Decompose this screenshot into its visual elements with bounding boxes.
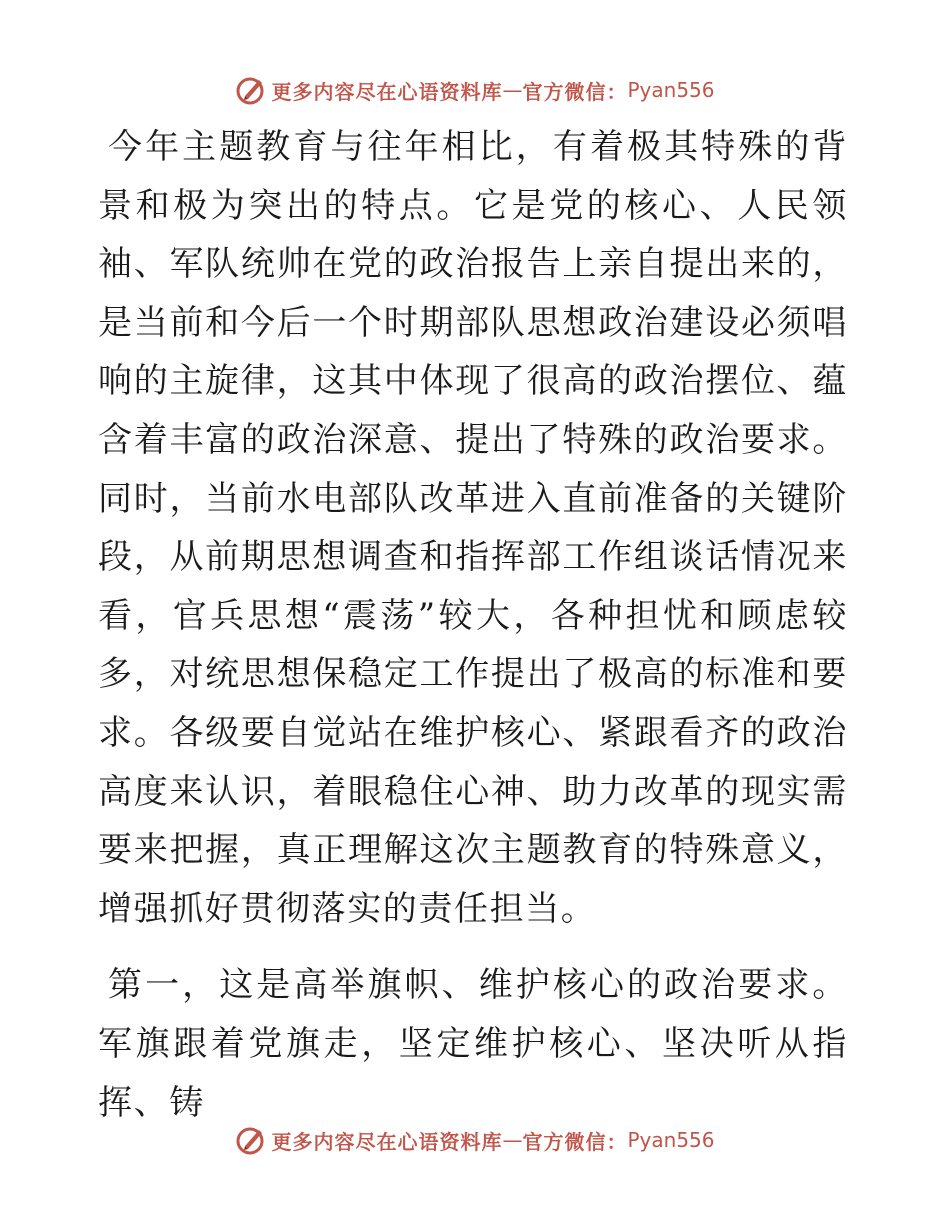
watermark-label: 官方微信：	[522, 79, 628, 104]
watermark-prefix: 更多内容尽在心语资料库	[271, 1129, 503, 1154]
watermark-wechat-id: Pyan556	[627, 1128, 715, 1152]
watermark-wechat-id: Pyan556	[627, 78, 715, 102]
watermark-prefix: 更多内容尽在心语资料库	[271, 79, 503, 104]
header-watermark	[0, 70, 950, 110]
footer-watermark	[0, 1120, 950, 1160]
watermark-separator: —	[502, 78, 523, 102]
quill-pen-logo-icon	[235, 74, 267, 106]
paragraph-1: 今年主题教育与往年相比，有着极其特殊的背景和极为突出的特点。它是党的核心、人民领袖、军队统帅在党的政治报告上亲自提出来的，是当前和今后一个时期部队思想政治建设必须唱响的主旋律，这其中体现了很高的政治摆位、蕴含着丰富的政治深意、提出了特殊的政治要求。同时，当前水电部队改革进入直前准备的关键阶段，从前期思想调查和指挥部工作组谈话情况来看，官兵思想“震荡”较大，各种担忧和顾虑较多，对统思想保稳定工作提出了极高的标准和要求。各级要自觉站在维护核心、紧跟看齐的政治高度来认识，着眼稳住心神、助力改革的现实需要来把握，真正理解这次主题教育的特殊意义，增强抓好贯彻落实的责任担当。	[98, 127, 848, 929]
document-body	[98, 118, 848, 1132]
watermark-label: 官方微信：	[522, 1129, 628, 1154]
paragraph-2: 第一，这是高举旗帜、维护核心的政治要求。军旗跟着党旗走，坚定维护核心、坚决听从指挥、铸	[98, 965, 848, 1123]
watermark-separator: —	[502, 1128, 523, 1152]
quill-pen-logo-icon	[235, 1124, 267, 1156]
